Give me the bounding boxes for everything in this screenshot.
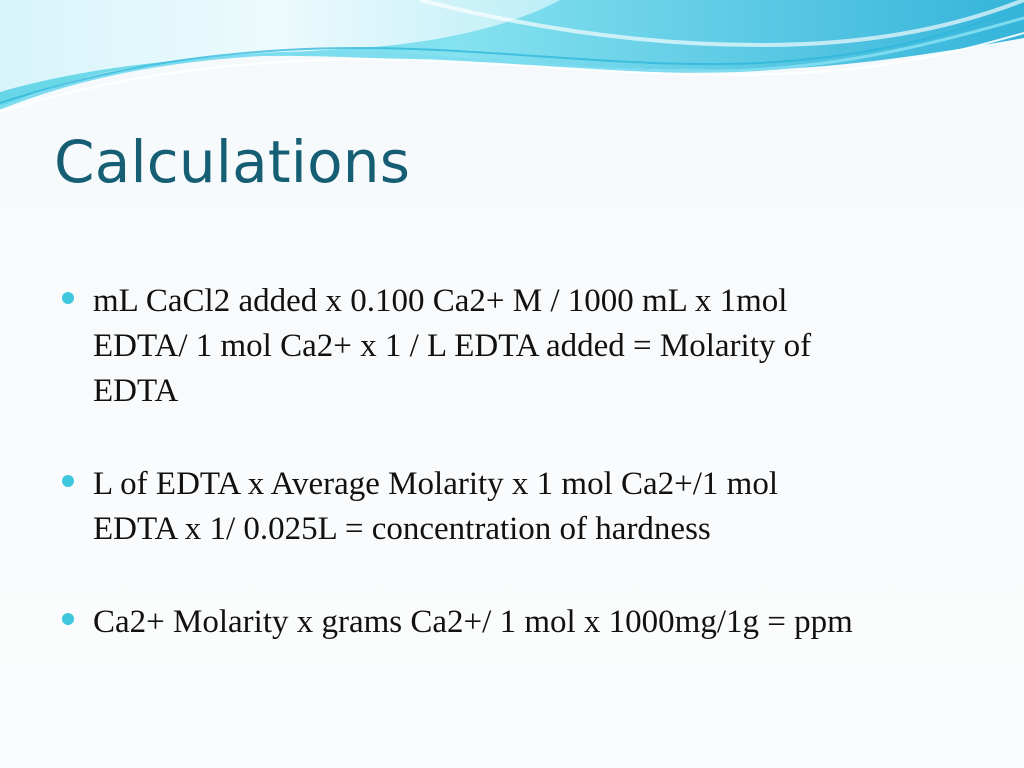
bullet-dot-icon [62,613,74,625]
bullet-line: L of EDTA x Average Molarity x 1 mol Ca2+/1 mol [93,466,779,502]
bullet-list [62,279,962,645]
bullet-text [93,279,962,414]
bullet-item-hardness-concentration [62,462,962,552]
bullet-text [93,600,962,645]
slide-title: Calculations [54,128,411,196]
header-wave-decoration [0,0,1024,130]
bullet-dot-icon [62,475,74,487]
bullet-line: EDTA x 1/ 0.025L = concentration of hardness [93,511,711,547]
bullet-line: EDTA/ 1 mol Ca2+ x 1 / L EDTA added = Molarity of [93,328,812,364]
bullet-item-molarity-edta [62,279,962,414]
bullet-line: EDTA [93,373,179,409]
bullet-item-ppm [62,600,962,645]
bullet-line: mL CaCl2 added x 0.100 Ca2+ M / 1000 mL x 1mol [93,283,788,319]
bullet-line: Ca2+ Molarity x grams Ca2+/ 1 mol x 1000mg/1g = ppm [93,604,853,640]
bullet-text [93,462,962,552]
bullet-dot-icon [62,292,74,304]
